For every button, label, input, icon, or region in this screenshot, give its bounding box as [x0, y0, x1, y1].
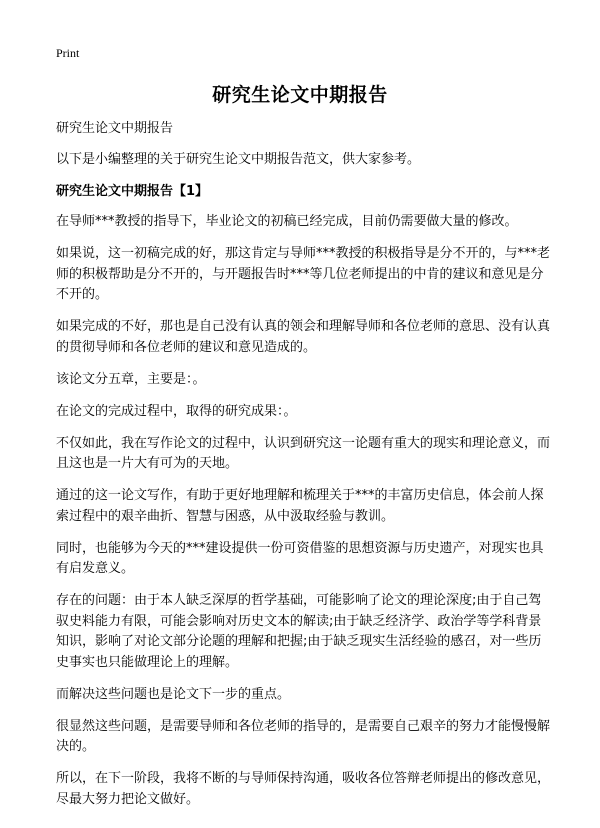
- intro-paragraph: 以下是小编整理的关于研究生论文中期报告范文，供大家参考。: [56, 151, 421, 167]
- section-heading: 研究生论文中期报告【1】: [56, 183, 209, 199]
- paragraph: 在导师***教授的指导下，毕业论文的初稿已经完成，目前仍需要做大量的修改。: [56, 214, 518, 229]
- paragraph: 同时，也能够为今天的***建设提供一份可资借鉴的思想资源与历史遗产，对现实也具有启发意义。: [56, 540, 544, 576]
- subtitle: 研究生论文中期报告: [56, 121, 174, 136]
- paragraph: 不仅如此，我在写作论文的过程中，认识到研究这一论题有重大的现实和理论意义，而且这也是一片大有可为的天地。: [56, 435, 551, 471]
- paragraph: 存在的问题：由于本人缺乏深厚的哲学基础，可能影响了论文的理论深度;由于自己驾驭史料能力有限，可能会影响对历史文本的解读;由于缺乏经济学、政治学等学科背景知识，影响了对论文部分论题的理解和把握;由于缺乏现实生活经验的感召，对一些历史事实也只能做理论上的理解。: [56, 593, 542, 670]
- page-title: 研究生论文中期报告: [212, 84, 388, 106]
- print-label: Print: [56, 46, 80, 60]
- document-body: [56, 119, 550, 822]
- paragraph: 如果说，这一初稿完成的好，那这肯定与导师***教授的积极指导是分不开的，与***老师的积极帮助是分不开的，与开题报告时***等几位老师提出的中肯的建议和意见是分不开的。: [56, 246, 551, 302]
- paragraph: 很显然这些问题，是需要导师和各位老师的指导的，是需要自己艰辛的努力才能慢慢解决的。: [56, 718, 551, 754]
- paragraph: 如果完成的不好，那也是自己没有认真的领会和理解导师和各位老师的意思、没有认真的贯彻导师和各位老师的建议和意见造成的。: [56, 319, 551, 355]
- paragraph: 在论文的完成过程中，取得的研究成果：。: [56, 403, 297, 419]
- paragraph: 而解决这些问题也是论文下一步的重点。: [56, 686, 291, 702]
- paragraph: 所以，在下一阶段，我将不断的与导师保持沟通，吸收各位答辩老师提出的修改意见，尽最大努力把论文做好。: [56, 771, 551, 807]
- paragraph: 通过的这一论文写作，有助于更好地理解和梳理关于***的丰富历史信息，体会前人探索过程中的艰辛曲折、智慧与困惑，从中汲取经验与教训。: [56, 488, 544, 524]
- paragraph: 该论文分五章，主要是：。: [56, 371, 206, 387]
